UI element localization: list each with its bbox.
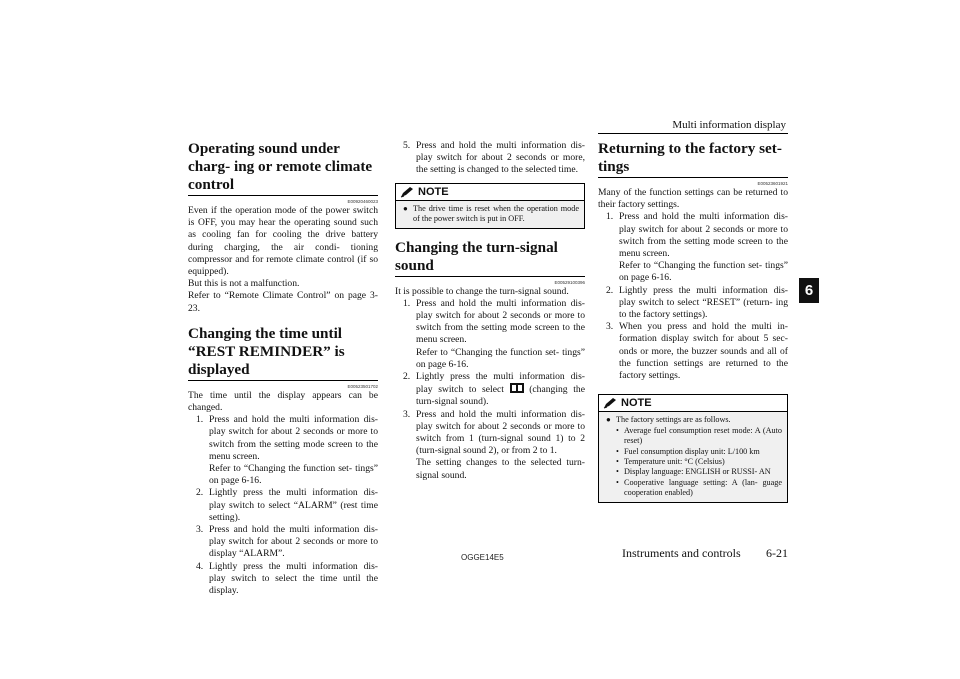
note-body [599, 412, 787, 501]
chapter-tab: 6 [799, 278, 819, 303]
column-middle [395, 140, 585, 482]
note-subitem: • Display language: ENGLISH or RUSSI- AN [616, 467, 771, 477]
section-title-operating-sound: Operating sound under charg- ing or remote climate control [188, 140, 378, 196]
note-subitem: • Average fuel consumption reset mode: A (Auto reset) [616, 425, 782, 446]
section-title-turn-signal: Changing the turn-signal sound [395, 239, 585, 277]
paragraph: Even if the operation mode of the power switch is OFF, you may hear the operating sound such as cooling fan for cooling the drive battery during charging, the air condi- tioning compressor and for remote climate control (if so equipped). [188, 205, 378, 278]
list-item: 3. Press and hold the multi information dis- play switch for about 2 seconds or more to switch from 1 (turn-signal sound 1) to 2 (turn-signal sound 2), or from 2 to 1. The setting changes to the selected turn- signal sound. [403, 408, 585, 481]
dot-icon: • [616, 467, 619, 477]
list-item: 4. Lightly press the multi information dis- play switch to select the time until the display. [196, 560, 378, 597]
list-item: 3. Press and hold the multi information dis- play switch for about 2 seconds or more to display “ALARM”. [196, 524, 378, 560]
note-header [396, 184, 584, 201]
bullet-icon: ● [606, 415, 611, 425]
column-right [598, 140, 788, 503]
note-pencil-icon [400, 186, 414, 198]
section-title-rest-reminder: Changing the time until “REST REMINDER” is displayed [188, 325, 378, 381]
turn-signal-icon [510, 383, 524, 393]
note-subitem: • Cooperative language setting: A (lan- guage cooperation enabled) [616, 477, 782, 498]
step-list [395, 298, 585, 482]
paragraph: But this is not a malfunction. [188, 278, 300, 290]
list-item: 5. Press and hold the multi information dis- play switch for about 2 seconds or more, the setting is changed to the selected time. [403, 140, 585, 176]
dot-icon: • [616, 477, 619, 487]
list-item: 2. Lightly press the multi information dis- play switch to select “ALARM” (rest time setting). [196, 487, 378, 523]
note-box [395, 183, 585, 229]
section-title-factory-settings: Returning to the factory set- tings [598, 140, 788, 178]
note-body [396, 201, 584, 228]
list-item: 3. When you press and hold the multi in- formation display switch for about 5 sec- onds or more, the buzzer sounds and all of the function settings are returned to the factory settings. [606, 321, 788, 382]
dot-icon: • [616, 446, 619, 456]
section-code: E00523601921 [757, 181, 788, 186]
paragraph: The time until the display appears can be changed. [188, 389, 378, 414]
running-header: Multi information display [672, 119, 786, 131]
note-item: ● The factory settings are as follows. [606, 415, 731, 425]
step-list [188, 414, 378, 597]
column-left [188, 140, 378, 597]
paragraph: Refer to “Remote Climate Control” on page 3-23. [188, 290, 378, 314]
note-box [598, 394, 788, 502]
dot-icon: • [616, 457, 619, 467]
note-pencil-icon [603, 397, 617, 409]
list-item: 2. Lightly press the multi information dis- play switch to select “RESET” (return- ing to the factory settings). [606, 284, 788, 321]
paragraph: It is possible to change the turn-signal sound. [395, 285, 569, 297]
list-item: 1. Press and hold the multi information dis- play switch for about 2 seconds or more to switch from the setting mode screen to the menu screen. Refer to “Changing the function set- tings” on page 6-16. [606, 211, 788, 284]
dot-icon: • [616, 425, 619, 435]
list-item: 1. Press and hold the multi information dis- play switch for about 2 seconds or more to switch from the setting mode screen to the menu screen. Refer to “Changing the function set- tings” on page 6-16. [403, 297, 585, 370]
note-subitem: • Fuel consumption display unit: L/100 km [616, 446, 760, 456]
step-list [598, 211, 788, 382]
section-code: E00529100396 [554, 279, 585, 285]
list-item: 2. Lightly press the multi information dis- play switch to select (changing the turn-signal sound). [403, 371, 585, 408]
page-number: 6-21 [766, 546, 788, 560]
section-code: E00920460023 [347, 199, 378, 204]
bullet-icon: ● [403, 203, 408, 213]
section-code: E00523501702 [347, 383, 378, 389]
footer-chapter: Instruments and controls [622, 546, 741, 560]
note-item: ● The drive time is reset when the operation mode of the power switch is put in OFF. [403, 203, 579, 224]
step-list [395, 140, 585, 177]
note-header [599, 395, 787, 412]
document-code: OGGE14E5 [461, 553, 504, 562]
note-label: NOTE [621, 397, 652, 410]
note-label: NOTE [418, 185, 449, 198]
paragraph: Many of the function settings can be returned to their factory settings. [598, 187, 788, 211]
note-subitem: • Temperature unit: °C (Celsius) [616, 457, 725, 467]
header-rule [598, 133, 788, 134]
list-item: 1. Press and hold the multi information dis- play switch for about 2 seconds or more to switch from the setting mode screen to the menu screen. Refer to “Changing the function set- tings” on page 6-16. [196, 414, 378, 487]
